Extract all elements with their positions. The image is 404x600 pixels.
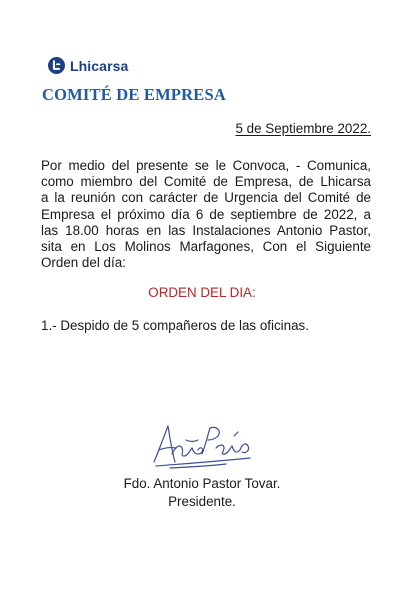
- handwritten-signature: [150, 418, 258, 472]
- signer-role: Presidente.: [168, 494, 236, 509]
- agenda-item: 1.- Despido de 5 compañeros de las oficinas.: [41, 318, 309, 333]
- body-line: Por medio del presente se le Convoca, - Comunica,: [41, 158, 371, 173]
- letter-date: 5 de Septiembre 2022.: [235, 121, 371, 136]
- body-line: las 18.00 horas en las Instalaciones Antonio Pastor,: [41, 222, 371, 238]
- letter-body: [41, 158, 371, 271]
- committee-title: COMITÉ DE EMPRESA: [42, 85, 226, 104]
- body-line: sita en Los Molinos Marfagones, Con el Siguiente: [41, 239, 371, 255]
- agenda-heading: ORDEN DEL DIA:: [148, 285, 256, 300]
- body-line: a la reunión con carácter de Urgencia del Comité de: [41, 190, 371, 206]
- company-logo: [48, 57, 128, 74]
- body-line: Empresa el próximo día 6 de septiembre de 2022, a: [41, 206, 371, 222]
- body-line: como miembro del Comité de Empresa, de Lhicarsa: [41, 174, 371, 190]
- lhicarsa-logo-icon: [48, 57, 65, 74]
- body-line: Orden del día:: [41, 255, 126, 271]
- signer-name: Fdo. Antonio Pastor Tovar.: [123, 476, 281, 491]
- logo-text: Lhicarsa: [70, 57, 129, 74]
